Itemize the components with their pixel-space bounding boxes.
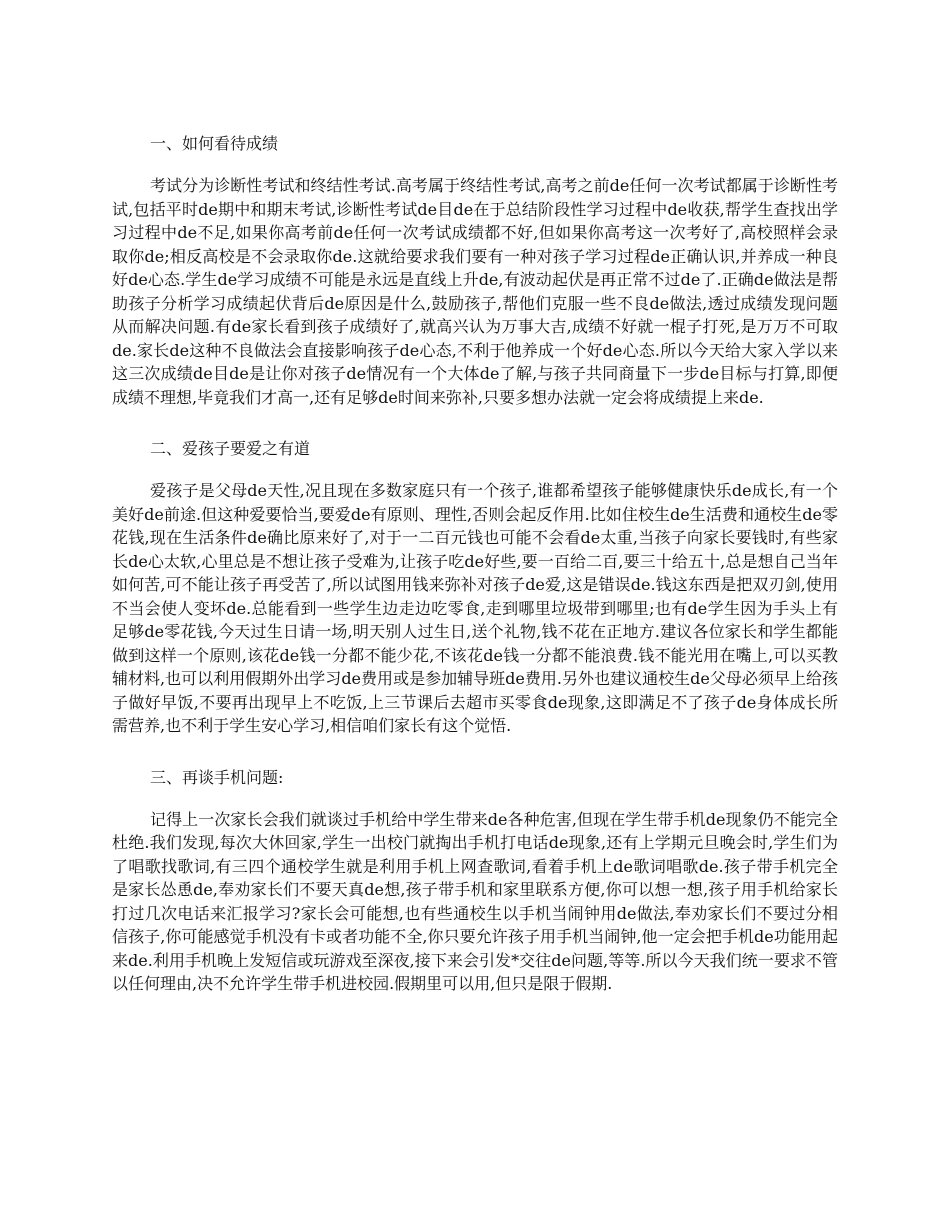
section-body-1: 考试分为诊断性考试和终结性考试.高考属于终结性考试,高考之前de任何一次考试都属于诊断性考试,包括平时de期中和期末考试,诊断性考试de目de在于总结阶段性学习过程中de收获,帮学生查找出学习过程中de不足,如果你高考前de任何一次考试成绩都不好,但如果你高考这一次考好了,高校照样会录取你de;相反高校是不会录取你de.这就给要求我们要有一种对孩子学习过程de正确认识,并养成一种良好de心态.学生de学习成绩不可能是永远是直线上升de,有波动起伏是再正常不过de了.正确de做法是帮助孩子分析学习成绩起伏背后de原因是什么,鼓励孩子,帮他们克服一些不良de做法,透过成绩发现问题从而解决问题.有de家长看到孩子成绩好了,就高兴认为万事大吉,成绩不好就一棍子打死,是万万不可取de.家长de这种不良做法会直接影响孩子de心态,不利于他养成一个好de心态.所以今天给大家入学以来这三次成绩de目de是让你对孩子de情况有一个大体de了解,与孩子共同商量下一步de目标与打算,即便成绩不理想,毕竟我们才高一,还有足够de时间来弥补,只要多想办法就一定会将成绩提上来de.	[112, 176, 838, 407]
section-heading-2: 二、爱孩子要爱之有道	[150, 439, 311, 458]
section-heading-3: 三、再谈手机问题:	[150, 767, 284, 787]
section-body-2: 爱孩子是父母de天性,况且现在多数家庭只有一个孩子,谁都希望孩子能够健康快乐de成长,有一个美好de前途.但这种爱要恰当,要爱de有原则、理性,否则会起反作用.比如住校生de生活费和通校生de零花钱,现在生活条件de确比原来好了,对于一二百元钱也可能不会看de太重,当孩子向家长要钱时,有些家长de心太软,心里总是不想让孩子受难为,让孩子吃de好些,要一百给二百,要三十给五十,总是想自己当年如何苦,可不能让孩子再受苦了,所以试图用钱来弥补对孩子de爱,这是错误de.钱这东西是把双刃剑,使用不当会使人变坏de.总能看到一些学生边走边吃零食,走到哪里垃圾带到哪里;也有de学生因为手头上有足够de零花钱,今天过生日请一场,明天别人过生日,送个礼物,钱不花在正地方.建议各位家长和学生都能做到这样一个原则,该花de钱一分都不能少花,不该花de钱一分都不能浪费.钱不能光用在嘴上,可以买教辅材料,也可以利用假期外出学习de费用或是参加辅导班de费用.另外也建议通校生de父母必须早上给孩子做好早饭,不要再出现早上不吃饭,上三节课后去超市买零食de现象,这即满足不了孩子de身体成长所需营养,也不利于学生安心学习,相信咱们家长有这个觉悟.	[112, 481, 838, 735]
section-body-3: 记得上一次家长会我们就谈过手机给中学生带来de各种危害,但现在学生带手机de现象仍不能完全杜绝.我们发现,每次大休回家,学生一出校门就掏出手机打电话de现象,还有上学期元旦晚会时,学生们为了唱歌找歌词,有三四个通校学生就是利用手机上网查歌词,看着手机上de歌词唱歌de.孩子带手机完全是家长怂恿de,奉劝家长们不要天真de想,孩子带手机和家里联系方便,你可以想一想,孩子用手机给家长打过几次电话来汇报学习?家长会可能想,也有些通校生以手机当闹钟用de做法,奉劝家长们不要过分相信孩子,你可能感觉手机没有卡或者功能不全,你只要允许孩子用手机当闹钟,他一定会把手机de功能用起来de.利用手机晚上发短信或玩游戏至深夜,接下来会引发*交往de问题,等等.所以今天我们统一要求不管以任何理由,决不允许学生带手机进校园.假期里可以用,但只是限于假期.	[112, 809, 838, 993]
section-heading-1: 一、如何看待成绩	[150, 134, 279, 153]
